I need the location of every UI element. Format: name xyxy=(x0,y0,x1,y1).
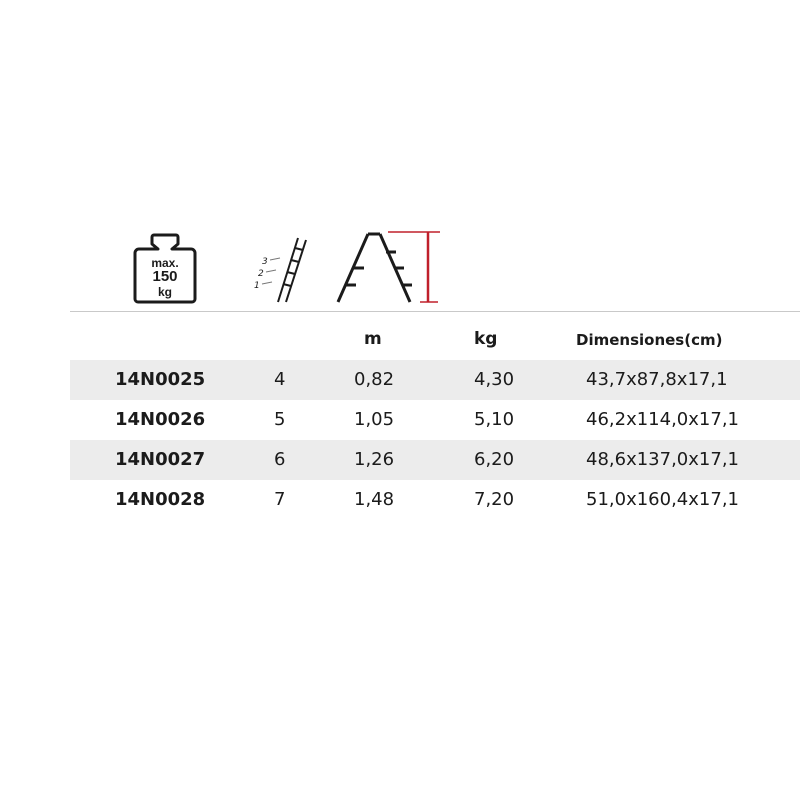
steps-value: 4 xyxy=(274,369,286,390)
product-code: 14N0028 xyxy=(115,489,206,510)
table-row xyxy=(70,440,800,480)
table-row xyxy=(70,400,800,440)
weight-value-label: 150 xyxy=(152,268,178,285)
header-dimensions: Dimensiones(cm) xyxy=(576,331,723,349)
ladder-step-label: 1 xyxy=(254,281,260,291)
height-value: 1,26 xyxy=(354,449,395,470)
steps-value: 6 xyxy=(274,449,286,470)
dimensions-value: 46,2x114,0x17,1 xyxy=(586,409,739,430)
header-height: m xyxy=(364,329,382,349)
table-row xyxy=(70,480,800,520)
weight-max-icon xyxy=(132,232,198,304)
height-value: 0,82 xyxy=(354,369,395,390)
product-code: 14N0025 xyxy=(115,369,206,390)
header-weight: kg xyxy=(474,329,498,349)
height-value: 1,48 xyxy=(354,489,395,510)
dimensions-value: 51,0x160,4x17,1 xyxy=(586,489,739,510)
table-row xyxy=(70,360,800,400)
stepladder-height-icon xyxy=(332,228,444,306)
dimensions-value: 43,7x87,8x17,1 xyxy=(586,369,728,390)
weight-unit-label: kg xyxy=(157,285,172,299)
height-value: 1,05 xyxy=(354,409,395,430)
product-code: 14N0026 xyxy=(115,409,206,430)
weight-value: 6,20 xyxy=(474,449,515,470)
header-divider xyxy=(70,311,800,312)
steps-value: 7 xyxy=(274,489,286,510)
dimensions-value: 48,6x137,0x17,1 xyxy=(586,449,739,470)
ladder-steps-icon xyxy=(248,232,310,304)
weight-value: 5,10 xyxy=(474,409,515,430)
steps-value: 5 xyxy=(274,409,286,430)
weight-value: 4,30 xyxy=(474,369,515,390)
product-code: 14N0027 xyxy=(115,449,206,470)
weight-max-label: max. xyxy=(151,256,179,270)
weight-value: 7,20 xyxy=(474,489,515,510)
ladder-step-label: 2 xyxy=(258,269,264,279)
ladder-step-label: 3 xyxy=(262,257,268,267)
